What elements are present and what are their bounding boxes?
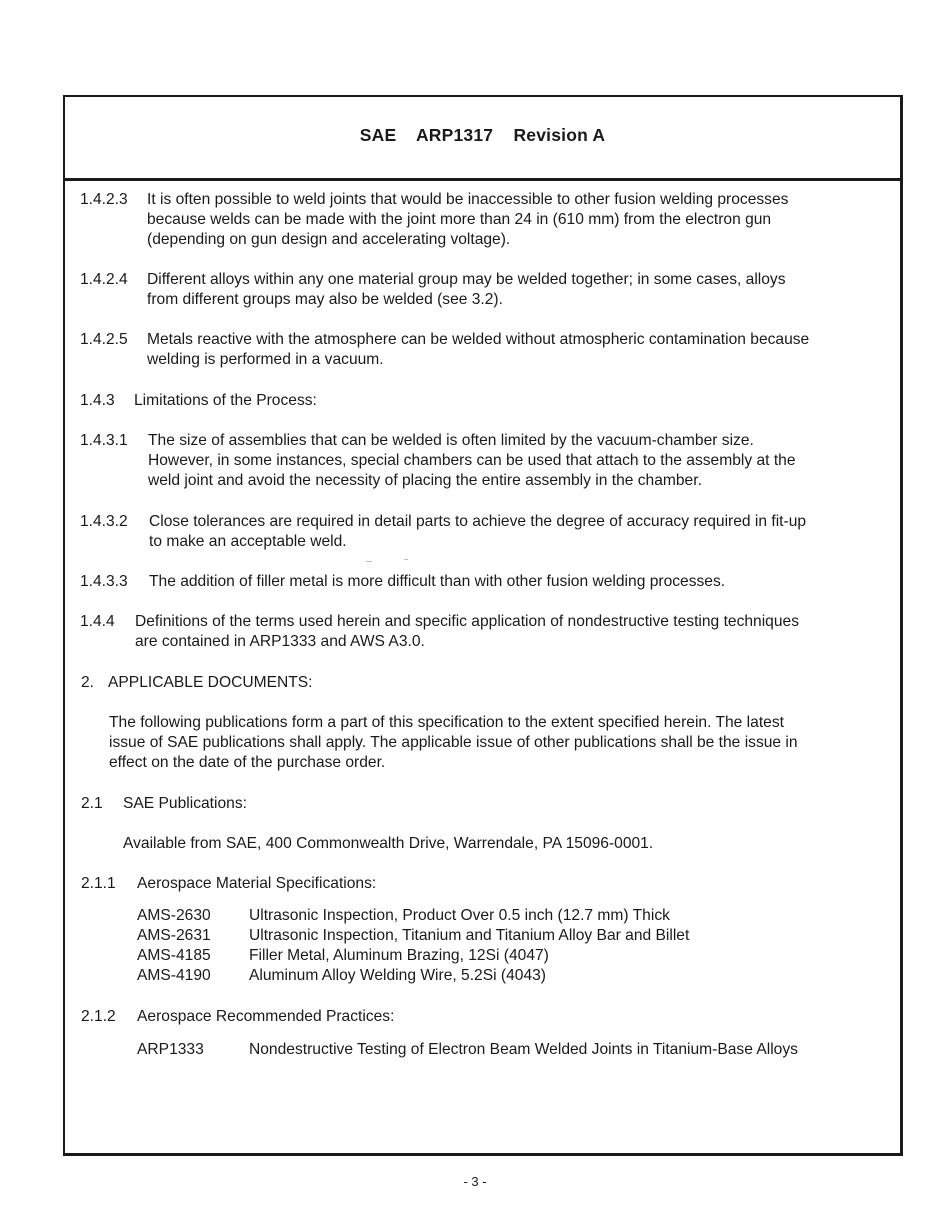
scan-speck	[404, 559, 408, 560]
spec-code: AMS-2630	[137, 907, 211, 924]
spec-title: Filler Metal, Aluminum Brazing, 12Si (4047)	[249, 947, 549, 964]
section-number: 1.4.2.3	[80, 191, 128, 208]
section-text-line: (depending on gun design and accelerating voltage).	[147, 231, 511, 248]
section-text-line: from different groups may also be welded (see 3.2).	[147, 291, 503, 308]
header-revision: Revision A	[513, 125, 606, 145]
document-header	[65, 97, 900, 181]
page-number: - 3 -	[463, 1174, 487, 1189]
section-text-line: are contained in ARP1333 and AWS A3.0.	[135, 633, 425, 650]
section-number: 1.4.4	[80, 613, 115, 630]
header-title	[65, 125, 900, 146]
section-number: 1.4.3	[80, 392, 115, 409]
header-number: ARP1317	[415, 125, 494, 145]
section-heading: Aerospace Recommended Practices:	[137, 1008, 395, 1025]
paragraph-line: The following publications form a part of this specification to the extent specified herein. The latest	[109, 714, 784, 731]
spec-code: AMS-2631	[137, 927, 211, 944]
section-text-line: Different alloys within any one material group may be welded together; in some cases, alloys	[147, 271, 786, 288]
section-number: 2.1.2	[81, 1008, 116, 1025]
section-text-line: It is often possible to weld joints that would be inaccessible to other fusion welding processes	[147, 191, 789, 208]
spec-title: Nondestructive Testing of Electron Beam Welded Joints in Titanium-Base Alloys	[249, 1041, 798, 1058]
section-text-line: Definitions of the terms used herein and specific application of nondestructive testing techniques	[135, 613, 799, 630]
section-text-line: Close tolerances are required in detail parts to achieve the degree of accuracy required in fit-up	[149, 513, 807, 530]
section-heading: APPLICABLE DOCUMENTS:	[108, 674, 313, 691]
section-text-line: because welds can be made with the joint more than 24 in (610 mm) from the electron gun	[147, 211, 772, 228]
section-number: 2.1.1	[81, 875, 116, 892]
section-heading: SAE Publications:	[123, 795, 247, 812]
section-number: 1.4.3.2	[80, 513, 128, 530]
spec-title: Aluminum Alloy Welding Wire, 5.2Si (4043)	[249, 967, 546, 984]
section-text-line: to make an acceptable weld.	[149, 533, 347, 550]
section-number: 1.4.2.5	[80, 331, 128, 348]
section-heading: Aerospace Material Specifications:	[137, 875, 377, 892]
header-doc: SAE	[359, 125, 397, 145]
paragraph-line: effect on the date of the purchase order.	[109, 754, 386, 771]
section-heading: Limitations of the Process:	[134, 392, 317, 409]
spec-title: Ultrasonic Inspection, Titanium and Titanium Alloy Bar and Billet	[249, 927, 690, 944]
section-number: 2.	[81, 674, 95, 691]
scan-speck	[366, 561, 372, 562]
spec-code: AMS-4185	[137, 947, 211, 964]
spec-code: ARP1333	[137, 1041, 204, 1058]
section-text-line: welding is performed in a vacuum.	[147, 351, 384, 368]
spec-title: Ultrasonic Inspection, Product Over 0.5 inch (12.7 mm) Thick	[249, 907, 670, 924]
section-number: 1.4.3.1	[80, 432, 128, 449]
section-text-line: The size of assemblies that can be welded is often limited by the vacuum-chamber size.	[148, 432, 754, 449]
section-text-line: weld joint and avoid the necessity of placing the entire assembly in the chamber.	[148, 472, 702, 489]
section-text-line: Metals reactive with the atmosphere can be welded without atmospheric contamination because	[147, 331, 810, 348]
paragraph-line: issue of SAE publications shall apply. The applicable issue of other publications shall be the issue in	[109, 734, 798, 751]
section-text-line: However, in some instances, special chambers can be used that attach to the assembly at the	[148, 452, 796, 469]
section-number: 1.4.3.3	[80, 573, 128, 590]
section-number: 2.1	[81, 795, 103, 812]
spec-code: AMS-4190	[137, 967, 211, 984]
section-text-line: The addition of filler metal is more difficult than with other fusion welding processes.	[149, 573, 726, 590]
paragraph-line: Available from SAE, 400 Commonwealth Drive, Warrendale, PA 15096-0001.	[123, 835, 654, 852]
section-number: 1.4.2.4	[80, 271, 128, 288]
